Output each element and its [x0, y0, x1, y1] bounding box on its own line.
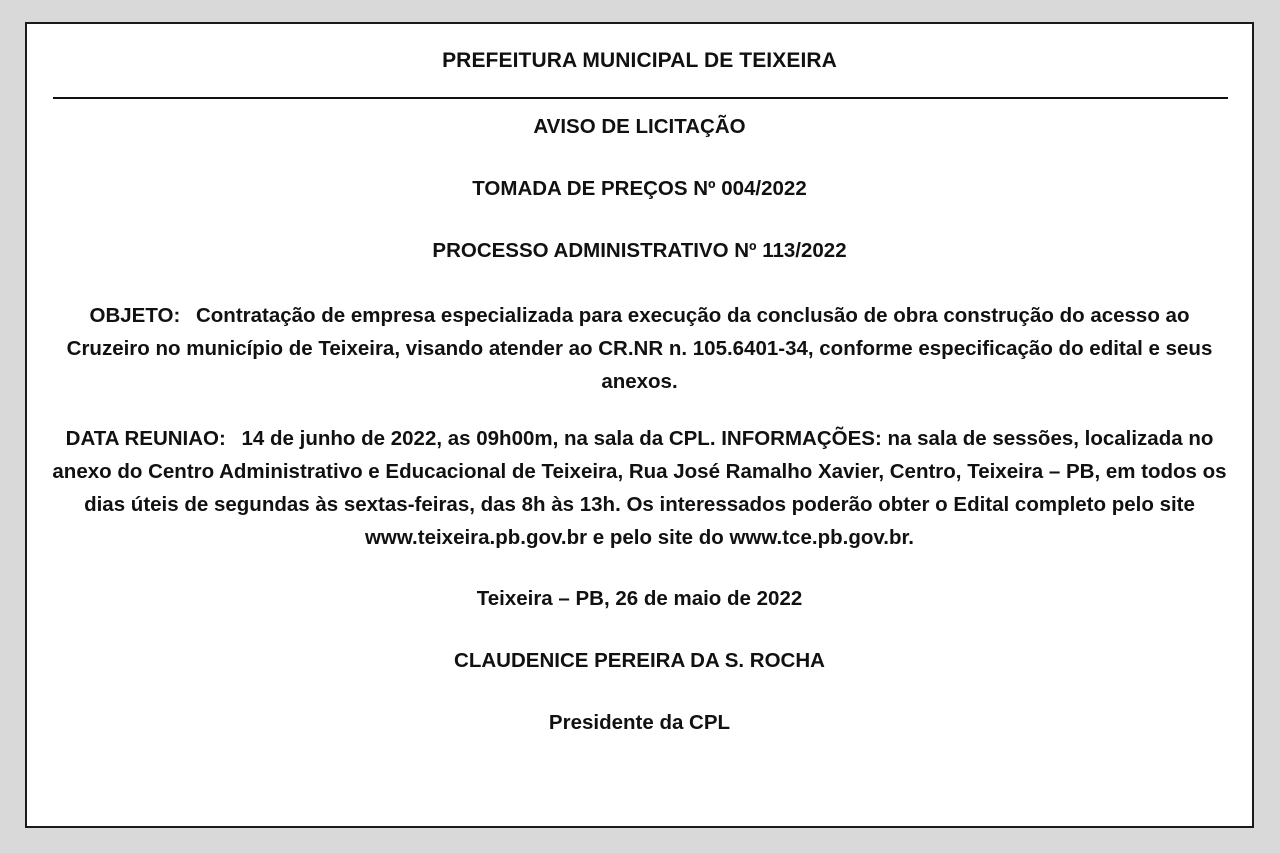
- header-divider: [53, 97, 1228, 99]
- signatory-role: Presidente da CPL: [548, 711, 731, 734]
- notice-box: [25, 22, 1254, 828]
- notice-content: [51, 112, 1228, 738]
- objeto-paragraph: [51, 299, 1228, 398]
- processo-administrativo: PROCESSO ADMINISTRATIVO Nº 113/2022: [432, 239, 847, 262]
- signatory-name: CLAUDENICE PEREIRA DA S. ROCHA: [454, 649, 825, 672]
- data-paragraph: [51, 422, 1228, 554]
- header-title: PREFEITURA MUNICIPAL DE TEIXEIRA: [442, 49, 837, 72]
- notice-heading: AVISO DE LICITAÇÃO: [533, 115, 746, 138]
- objeto-text: Contratação de empresa especializada para execução da conclusão de obra construção do acesso ao Cruzeiro no município de Teixeira, visando atender ao CR.NR n. 105.6401-34, conforme especificação do edital e seus anexos.: [66, 304, 1213, 393]
- data-label: DATA REUNIAO:: [65, 427, 226, 450]
- objeto-label: OBJETO:: [89, 304, 181, 327]
- tomada-de-precos: TOMADA DE PREÇOS Nº 004/2022: [472, 177, 807, 200]
- data-text: 14 de junho de 2022, as 09h00m, na sala da CPL. INFORMAÇÕES: na sala de sessões, localizada no anexo do Centro Administrativo e Educacional de Teixeira, Rua José Ramalho Xavier, Centro, Teixeira – PB, em todos os dias úteis de segundas às sextas-feiras, das 8h às 13h. Os interessados poderão obter o Edital completo pelo site www.teixeira.pb.gov.br e pelo site do www.tce.pb.gov.br.: [52, 427, 1227, 549]
- place-date: Teixeira – PB, 26 de maio de 2022: [476, 587, 803, 610]
